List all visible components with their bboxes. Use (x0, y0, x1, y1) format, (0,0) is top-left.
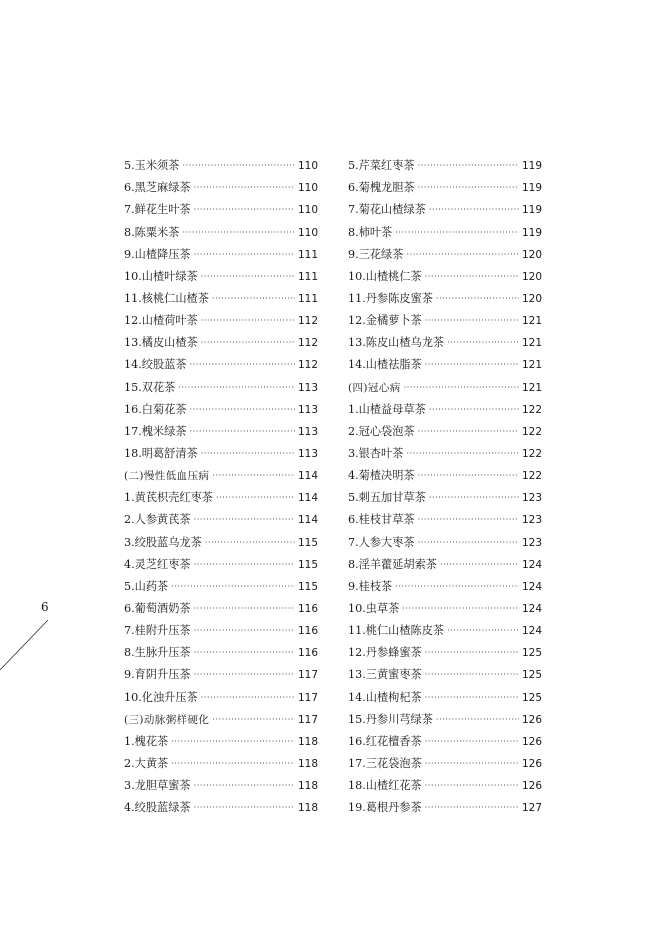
toc-entry-page: 126 (521, 757, 542, 770)
toc-entry (124, 483, 318, 505)
dot-leader (171, 735, 295, 749)
dot-leader (440, 558, 519, 572)
toc-entry-label: 10.山楂叶绿茶 (124, 269, 198, 283)
dot-leader (425, 358, 519, 372)
toc-entry (348, 173, 542, 195)
dot-leader (212, 469, 295, 483)
toc-entry (348, 350, 542, 372)
dot-leader (182, 159, 295, 173)
dot-leader (201, 270, 295, 284)
toc-entry (348, 284, 542, 306)
toc-entry (124, 572, 318, 594)
toc-entry-label: 6.黑芝麻绿茶 (124, 181, 191, 195)
dot-leader (425, 757, 519, 771)
dot-leader (182, 226, 295, 240)
toc-entry-page: 112 (297, 315, 318, 328)
toc-entry-page: 122 (521, 425, 542, 438)
dot-leader (418, 181, 519, 195)
dot-leader (194, 624, 295, 638)
dot-leader (395, 580, 519, 594)
toc-entry (348, 727, 542, 749)
toc-entry-page: 115 (297, 558, 318, 571)
toc-right-column (348, 151, 542, 815)
toc-entry-label: 14.绞股蓝茶 (124, 358, 187, 372)
dot-leader (201, 314, 295, 328)
toc-entry-label: 13.三黄蜜枣茶 (348, 668, 422, 682)
toc-entry (124, 727, 318, 749)
toc-entry-page: 123 (521, 492, 542, 505)
dot-leader (425, 735, 519, 749)
toc-entry (124, 793, 318, 815)
dot-leader (436, 292, 519, 306)
dot-leader (194, 801, 295, 815)
toc-entry-label: 11.桃仁山楂陈皮茶 (348, 624, 445, 638)
toc-entry (124, 306, 318, 328)
dot-leader (418, 425, 519, 439)
toc-entry (348, 262, 542, 284)
toc-entry-label: 5.玉米须茶 (124, 159, 180, 173)
dot-leader (418, 159, 519, 173)
toc-entry-label: 12.金橘萝卜茶 (348, 314, 422, 328)
toc-entry-page: 119 (521, 226, 542, 239)
toc-entry (348, 793, 542, 815)
toc-entry-label: 15.丹参川芎绿茶 (348, 712, 433, 726)
dot-leader (418, 536, 519, 550)
toc-entry (348, 195, 542, 217)
dot-leader (178, 381, 295, 395)
toc-entry-label: 3.绞股蓝乌龙茶 (124, 535, 202, 549)
toc-entry-label: (四)冠心病 (348, 381, 401, 394)
toc-entry-page: 127 (521, 802, 542, 815)
dot-leader (425, 668, 519, 682)
toc-entry (124, 417, 318, 439)
toc-entry (124, 372, 318, 394)
toc-entry-label: 13.陈皮山楂乌龙茶 (348, 336, 445, 350)
toc-entry-page: 126 (521, 735, 542, 748)
toc-entry-label: 10.化浊升压茶 (124, 690, 198, 704)
toc-entry-page: 117 (297, 669, 318, 682)
toc-entry (348, 705, 542, 727)
dot-leader (194, 779, 295, 793)
toc-entry (124, 173, 318, 195)
toc-entry (124, 284, 318, 306)
dot-leader (406, 447, 519, 461)
toc-entry-page: 124 (521, 558, 542, 571)
toc-entry (348, 749, 542, 771)
toc-entry-page: 122 (521, 403, 542, 416)
toc-entry (124, 217, 318, 239)
dot-leader (429, 491, 519, 505)
corner-decoration-line (0, 618, 60, 674)
toc-entry (124, 439, 318, 461)
toc-entry-label: 7.菊花山楂绿茶 (348, 203, 426, 217)
toc-entry-page: 121 (521, 359, 542, 372)
toc-entry-label: 9.桂枝茶 (348, 579, 393, 593)
toc-entry-page: 110 (297, 182, 318, 195)
toc-entry-label: 1.黄芪枳壳红枣茶 (124, 491, 213, 505)
dot-leader (190, 425, 295, 439)
toc-entry-page: 113 (297, 381, 318, 394)
toc-entry (348, 439, 542, 461)
toc-entry-label: 16.红花檀香茶 (348, 734, 422, 748)
dot-leader (201, 447, 295, 461)
toc-entry-page: 126 (521, 780, 542, 793)
toc-entry-label: 9.三花绿茶 (348, 247, 404, 261)
toc-entry-page: 114 (297, 470, 318, 483)
toc-entry-page: 116 (297, 647, 318, 660)
toc-entry-label: 10.虫草茶 (348, 601, 400, 615)
toc-entry (124, 328, 318, 350)
toc-entry-label: 15.双花茶 (124, 380, 176, 394)
toc-entry-page: 121 (521, 337, 542, 350)
dot-leader (205, 536, 295, 550)
toc-entry (348, 771, 542, 793)
toc-entry-label: (二)慢性低血压病 (124, 470, 210, 483)
toc-entry-page: 124 (521, 625, 542, 638)
dot-leader (425, 801, 519, 815)
toc-entry (124, 505, 318, 527)
toc-entry (124, 240, 318, 262)
toc-entry-label: 4.菊楂决明茶 (348, 469, 415, 483)
dot-leader (201, 336, 295, 350)
toc-entry-page: 122 (521, 470, 542, 483)
toc-entry-label: 13.橘皮山楂茶 (124, 336, 198, 350)
dot-leader (425, 270, 519, 284)
toc-entry-label: 4.绞股蓝绿茶 (124, 801, 191, 815)
toc-entry (348, 682, 542, 704)
toc-entry-label: 14.山楂枸杞茶 (348, 690, 422, 704)
toc-entry-label: 9.育阴升压茶 (124, 668, 191, 682)
toc-entry-page: 120 (521, 248, 542, 261)
toc-entry-label: 16.白菊花茶 (124, 402, 187, 416)
toc-entry (124, 749, 318, 771)
dot-leader (194, 668, 295, 682)
toc-left-column (124, 151, 318, 815)
toc-entry (348, 594, 542, 616)
toc-entry-label: 10.山楂桃仁茶 (348, 269, 422, 283)
toc-entry (124, 151, 318, 173)
dot-leader (429, 403, 519, 417)
toc-entry-page: 113 (297, 447, 318, 460)
dot-leader (190, 358, 295, 372)
toc-entry (348, 372, 542, 394)
dot-leader (171, 580, 295, 594)
toc-entry-page: 123 (521, 536, 542, 549)
toc-entry (124, 638, 318, 660)
toc-entry (124, 461, 318, 483)
toc-entry-label: 5.刺五加甘草茶 (348, 491, 426, 505)
dot-leader (194, 513, 295, 527)
toc-entry-page: 119 (521, 182, 542, 195)
toc-entry-page: 114 (297, 492, 318, 505)
toc-entry-label: 8.生脉升压茶 (124, 646, 191, 660)
toc-entry-page: 125 (521, 691, 542, 704)
dot-leader (212, 713, 295, 727)
dot-leader (402, 602, 519, 616)
toc-entry (348, 240, 542, 262)
toc-entry-label: 12.丹参蜂蜜茶 (348, 646, 422, 660)
toc-entry-label: 3.银杏叶茶 (348, 446, 404, 460)
toc-entry-page: 120 (521, 292, 542, 305)
toc-entry-label: 1.槐花茶 (124, 734, 169, 748)
toc-entry-page: 124 (521, 602, 542, 615)
dot-leader (429, 203, 519, 217)
toc-entry-label: 2.冠心袋泡茶 (348, 424, 415, 438)
toc-entry (124, 660, 318, 682)
toc-entry (348, 527, 542, 549)
toc-entry (348, 638, 542, 660)
toc-entry-page: 118 (297, 780, 318, 793)
toc-entry-page: 113 (297, 403, 318, 416)
dot-leader (425, 779, 519, 793)
toc-entry-page: 117 (297, 691, 318, 704)
toc-entry-page: 121 (521, 315, 542, 328)
toc-entry (348, 328, 542, 350)
dot-leader (212, 292, 295, 306)
toc-entry-label: 17.槐米绿茶 (124, 424, 187, 438)
toc-entry-page: 112 (297, 359, 318, 372)
toc-entry-page: 110 (297, 160, 318, 173)
toc-entry-label: 7.鲜花生叶茶 (124, 203, 191, 217)
toc-entry (124, 682, 318, 704)
toc-entry-page: 124 (521, 580, 542, 593)
toc-entry-page: 119 (521, 204, 542, 217)
toc-entry-label: 8.陈粟米茶 (124, 225, 180, 239)
toc-entry-page: 111 (297, 292, 318, 305)
toc-entry-label: 17.三花袋泡茶 (348, 756, 422, 770)
toc-entry (348, 660, 542, 682)
toc-entry-page: 118 (297, 735, 318, 748)
toc-entry-page: 125 (521, 669, 542, 682)
toc-entry (348, 306, 542, 328)
dot-leader (404, 381, 519, 395)
dot-leader (395, 226, 519, 240)
dot-leader (447, 336, 519, 350)
toc-entry-page: 115 (297, 536, 318, 549)
toc-entry-label: 5.山药茶 (124, 579, 169, 593)
toc-entry-page: 110 (297, 204, 318, 217)
toc-entry (124, 262, 318, 284)
toc-entry (348, 616, 542, 638)
dot-leader (447, 624, 519, 638)
toc-entry-page: 126 (521, 713, 542, 726)
toc-entry-label: 12.山楂荷叶茶 (124, 314, 198, 328)
dot-leader (425, 646, 519, 660)
toc-entry (124, 195, 318, 217)
toc-entry-label: 1.山楂益母草茶 (348, 402, 426, 416)
toc-entry (348, 572, 542, 594)
toc-entry (348, 417, 542, 439)
dot-leader (216, 491, 295, 505)
dot-leader (190, 403, 295, 417)
toc-entry-page: 111 (297, 270, 318, 283)
toc-entry-page: 116 (297, 602, 318, 615)
toc-entry-page: 118 (297, 757, 318, 770)
toc-entry-page: 121 (521, 381, 542, 394)
toc-entry-page: 118 (297, 802, 318, 815)
toc-entry (348, 505, 542, 527)
page-number: 6 (41, 600, 49, 614)
toc-entry (124, 705, 318, 727)
dot-leader (406, 248, 519, 262)
toc-entry-label: 11.核桃仁山楂茶 (124, 291, 209, 305)
toc-entry-label: 4.灵芝红枣茶 (124, 557, 191, 571)
toc-entry-label: 18.山楂红花茶 (348, 779, 422, 793)
toc-entry-label: 14.山楂祛脂茶 (348, 358, 422, 372)
toc-entry-label: 18.明葛舒清茶 (124, 446, 198, 460)
toc-entry-page: 116 (297, 625, 318, 638)
dot-leader (194, 646, 295, 660)
toc-entry-page: 112 (297, 337, 318, 350)
toc-entry-label: 3.龙胆草蜜茶 (124, 779, 191, 793)
dot-leader (194, 602, 295, 616)
toc-entry (124, 616, 318, 638)
toc-entry-page: 120 (521, 270, 542, 283)
toc-entry (348, 395, 542, 417)
toc-entry (348, 483, 542, 505)
toc-entry-page: 111 (297, 248, 318, 261)
toc-entry (348, 151, 542, 173)
dot-leader (436, 713, 519, 727)
toc-entry-label: 11.丹参陈皮蜜茶 (348, 291, 433, 305)
toc-entry-label: 8.柿叶茶 (348, 225, 393, 239)
dot-leader (194, 203, 295, 217)
toc-entry-page: 122 (521, 447, 542, 460)
toc-entry-page: 110 (297, 226, 318, 239)
toc-entry-page: 119 (521, 160, 542, 173)
toc-entry-label: 2.大黄茶 (124, 756, 169, 770)
dot-leader (425, 691, 519, 705)
dot-leader (201, 691, 295, 705)
toc-entry (348, 217, 542, 239)
toc-entry-label: (三)动脉粥样硬化 (124, 713, 210, 726)
toc-entry-label: 9.山楂降压茶 (124, 247, 191, 261)
toc-entry-label: 19.葛根丹参茶 (348, 801, 422, 815)
toc-entry-label: 5.芹菜红枣茶 (348, 159, 415, 173)
toc-entry (124, 395, 318, 417)
toc-entry-page: 123 (521, 514, 542, 527)
toc-entry-page: 114 (297, 514, 318, 527)
toc-entry-page: 117 (297, 713, 318, 726)
dot-leader (418, 469, 519, 483)
dot-leader (171, 757, 295, 771)
dot-leader (425, 314, 519, 328)
toc-entry-label: 7.人参大枣茶 (348, 535, 415, 549)
dot-leader (194, 248, 295, 262)
dot-leader (418, 513, 519, 527)
toc-entry (124, 771, 318, 793)
toc-entry (348, 461, 542, 483)
toc-entry (348, 550, 542, 572)
toc-entry-label: 6.葡萄酒奶茶 (124, 601, 191, 615)
toc-entry (124, 527, 318, 549)
toc-entry-page: 115 (297, 580, 318, 593)
toc-entry-label: 6.桂枝甘草茶 (348, 513, 415, 527)
dot-leader (194, 181, 295, 195)
toc-entry-label: 8.淫羊藿延胡索茶 (348, 557, 437, 571)
toc-entry (124, 594, 318, 616)
toc-entry-page: 113 (297, 425, 318, 438)
toc-entry-label: 6.菊槐龙胆茶 (348, 181, 415, 195)
toc-entry (124, 550, 318, 572)
dot-leader (194, 558, 295, 572)
toc-entry-page: 125 (521, 647, 542, 660)
toc-entry (124, 350, 318, 372)
toc-entry-label: 7.桂附升压茶 (124, 624, 191, 638)
toc-entry-label: 2.人参黄芪茶 (124, 513, 191, 527)
